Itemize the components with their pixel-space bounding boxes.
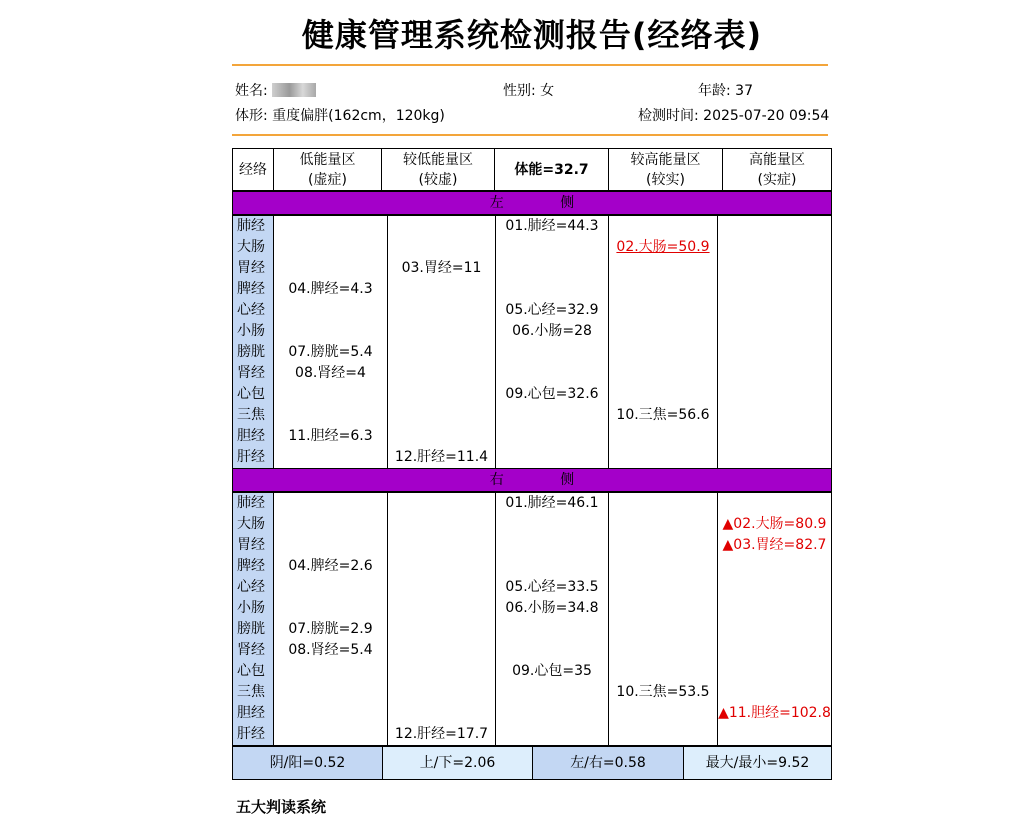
header-body-energy-value: 体能=32.7 xyxy=(514,161,589,178)
right-low-col xyxy=(273,492,388,746)
right-meridian-col xyxy=(232,492,274,746)
header-lowmid xyxy=(381,148,495,191)
left-mid-value: 05.心经=32.9 xyxy=(505,302,599,318)
time-field xyxy=(638,105,829,125)
meridian-label: 心经 xyxy=(237,579,265,595)
gender-value: 女 xyxy=(540,83,555,99)
left-section xyxy=(232,215,832,469)
left-mid-value: 06.小肠=28 xyxy=(512,323,592,339)
header-lowmid-title: 较低能量区 xyxy=(403,151,473,168)
left-low-value: 08.肾经=4 xyxy=(295,365,366,381)
left-highmid-value: 10.三焦=56.6 xyxy=(616,407,710,423)
left-lowmid-value: 12.肝经=11.4 xyxy=(394,449,489,465)
name-field xyxy=(235,80,316,100)
name-label: 姓名: xyxy=(235,83,268,99)
report-title: 健康管理系统检测报告(经络表) xyxy=(301,16,763,54)
left-mid-col xyxy=(495,215,609,469)
header-highmid-title: 较高能量区 xyxy=(630,151,701,168)
meridian-label: 心经 xyxy=(237,302,265,318)
meridian-label: 心包 xyxy=(237,663,265,679)
meridian-label: 小肠 xyxy=(237,600,265,616)
body-label: 体形: xyxy=(235,108,268,124)
right-mid-value: 06.小肠=34.8 xyxy=(505,600,599,616)
header-low-sub: (虚症) xyxy=(308,171,347,188)
meridian-label: 膀胱 xyxy=(237,621,265,637)
right-highmid-col xyxy=(608,492,718,746)
right-mid-value: 09.心包=35 xyxy=(512,663,592,679)
top-divider xyxy=(232,64,828,66)
meridian-label: 肺经 xyxy=(237,495,265,511)
age-field xyxy=(698,80,753,100)
gender-label: 性别: xyxy=(503,83,536,99)
gender-field xyxy=(503,80,554,100)
meridian-label: 小肠 xyxy=(237,323,265,339)
right-mid-value: 01.肺经=46.1 xyxy=(505,495,599,511)
header-low xyxy=(273,148,382,191)
header-low-title: 低能量区 xyxy=(299,151,356,168)
header-high-sub: (实症) xyxy=(757,171,797,188)
header-highmid-sub: (较实) xyxy=(646,171,685,188)
header-high xyxy=(722,148,832,191)
left-mid-value: 01.肺经=44.3 xyxy=(505,218,599,234)
right-low-value: 07.膀胱=2.9 xyxy=(288,621,373,637)
meridian-label: 心包 xyxy=(237,386,265,402)
right-side-band: 右 侧 xyxy=(232,468,832,492)
meridian-table xyxy=(232,148,832,780)
name-redacted xyxy=(272,83,316,97)
age-value: 37 xyxy=(735,83,753,99)
meridian-label: 胃经 xyxy=(237,537,265,553)
left-high-col xyxy=(717,215,832,469)
right-low-value: 04.脾经=2.6 xyxy=(288,558,373,574)
right-lowmid-value: 12.肝经=17.7 xyxy=(394,726,489,742)
right-high-value-alert: ▲11.胆经=102.8 xyxy=(718,705,831,721)
meridian-label: 大肠 xyxy=(237,516,265,532)
left-side-band: 左 侧 xyxy=(232,191,832,215)
left-highmid-col xyxy=(608,215,718,469)
meridian-label: 三焦 xyxy=(237,407,265,423)
ratio-left-right: 左/右=0.58 xyxy=(532,746,684,780)
age-label: 年龄: xyxy=(698,83,731,99)
meridian-label: 肾经 xyxy=(237,365,265,381)
left-low-value: 07.膀胱=5.4 xyxy=(288,344,373,360)
left-lowmid-col xyxy=(387,215,496,469)
header-meridian-label: 经络 xyxy=(239,161,267,178)
meridian-label: 肝经 xyxy=(237,449,265,465)
meridian-label: 三焦 xyxy=(237,684,265,700)
ratio-up-down: 上/下=2.06 xyxy=(382,746,533,780)
meridian-label: 肺经 xyxy=(237,218,265,234)
left-low-col xyxy=(273,215,388,469)
body-field xyxy=(235,105,445,125)
time-value: 2025-07-20 09:54 xyxy=(703,108,830,124)
left-mid-value: 09.心包=32.6 xyxy=(505,386,599,402)
right-high-value-alert: ▲02.大肠=80.9 xyxy=(722,516,827,532)
right-high-value-alert: ▲03.胃经=82.7 xyxy=(722,537,827,553)
left-lowmid-value: 03.胃经=11 xyxy=(401,260,482,276)
meridian-label: 胆经 xyxy=(237,705,265,721)
meridian-label: 肾经 xyxy=(237,642,265,658)
right-high-col xyxy=(717,492,832,746)
ratio-max-min: 最大/最小=9.52 xyxy=(683,746,832,780)
header-lowmid-sub: (较虚) xyxy=(418,171,458,188)
time-label: 检测时间: xyxy=(638,108,699,124)
meridian-label: 胃经 xyxy=(237,260,265,276)
meridian-label: 脾经 xyxy=(237,281,265,297)
ratio-yin-yang: 阴/阳=0.52 xyxy=(232,746,383,780)
left-meridian-col xyxy=(232,215,274,469)
meridian-label: 胆经 xyxy=(237,428,265,444)
header-meridian xyxy=(232,148,274,191)
section-title: 五大判读系统 xyxy=(236,798,327,816)
right-lowmid-col xyxy=(387,492,496,746)
right-highmid-value: 10.三焦=53.5 xyxy=(616,684,710,700)
meridian-label: 肝经 xyxy=(237,726,265,742)
right-mid-value: 05.心经=33.5 xyxy=(505,579,599,595)
meridian-label: 膀胱 xyxy=(237,344,265,360)
meridian-label: 大肠 xyxy=(237,239,265,255)
header-high-title: 高能量区 xyxy=(749,151,805,168)
right-section xyxy=(232,492,832,746)
right-low-value: 08.肾经=5.4 xyxy=(288,642,373,658)
header-highmid xyxy=(608,148,723,191)
mid-divider xyxy=(232,134,828,136)
left-highmid-value-alert: 02.大肠=50.9 xyxy=(616,239,710,255)
meridian-label: 脾经 xyxy=(237,558,265,574)
left-low-value: 11.胆经=6.3 xyxy=(288,428,373,444)
right-mid-col xyxy=(495,492,609,746)
left-low-value: 04.脾经=4.3 xyxy=(288,281,373,297)
body-value: 重度偏胖(162cm，120kg) xyxy=(272,108,445,124)
header-body-energy xyxy=(494,148,609,191)
